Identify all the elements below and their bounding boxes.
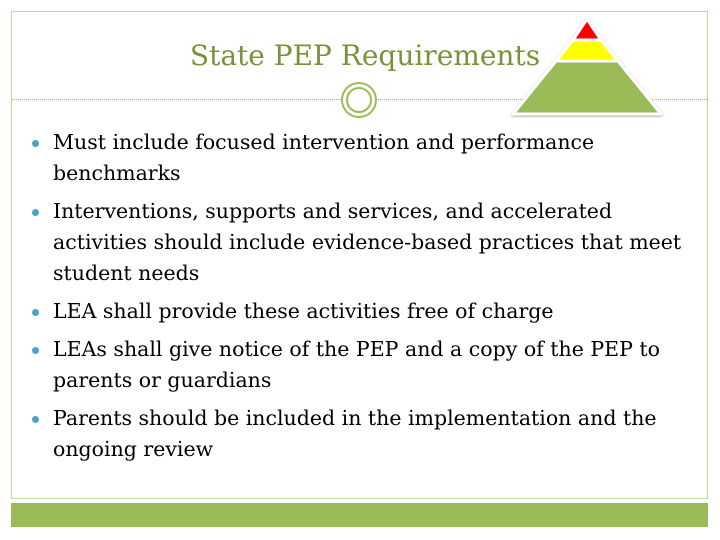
bullet-item (32, 296, 694, 327)
bullet-item (32, 127, 694, 189)
bullet-text: LEA shall provide these activities free of charge (53, 299, 554, 323)
pyramid-middle-tier (556, 40, 618, 61)
bullet-dot-icon (32, 347, 39, 354)
bullet-text: Must include focused intervention and performance benchmarks (53, 130, 595, 185)
bullet-dot-icon (32, 209, 39, 216)
pyramid-top-tier (573, 19, 601, 40)
footer-bar (11, 503, 708, 527)
bullet-item (32, 196, 694, 289)
concentric-circles-icon (338, 80, 380, 120)
bullet-dot-icon (32, 309, 39, 316)
bullet-list (32, 127, 694, 472)
bullet-text: LEAs shall give notice of the PEP and a copy of the PEP to parents or guardians (53, 337, 661, 392)
pyramid-bottom-tier (513, 61, 661, 114)
slide-title: State PEP Requirements (189, 39, 541, 72)
bullet-text: Interventions, supports and services, and accelerated activities should include evidence-based practices that meet student needs (53, 199, 682, 285)
tiered-pyramid-icon (508, 14, 666, 118)
bullet-text: Parents should be included in the implementation and the ongoing review (53, 406, 657, 461)
bullet-item (32, 403, 694, 465)
bullet-item (32, 334, 694, 396)
bullet-dot-icon (32, 140, 39, 147)
bullet-dot-icon (32, 416, 39, 423)
